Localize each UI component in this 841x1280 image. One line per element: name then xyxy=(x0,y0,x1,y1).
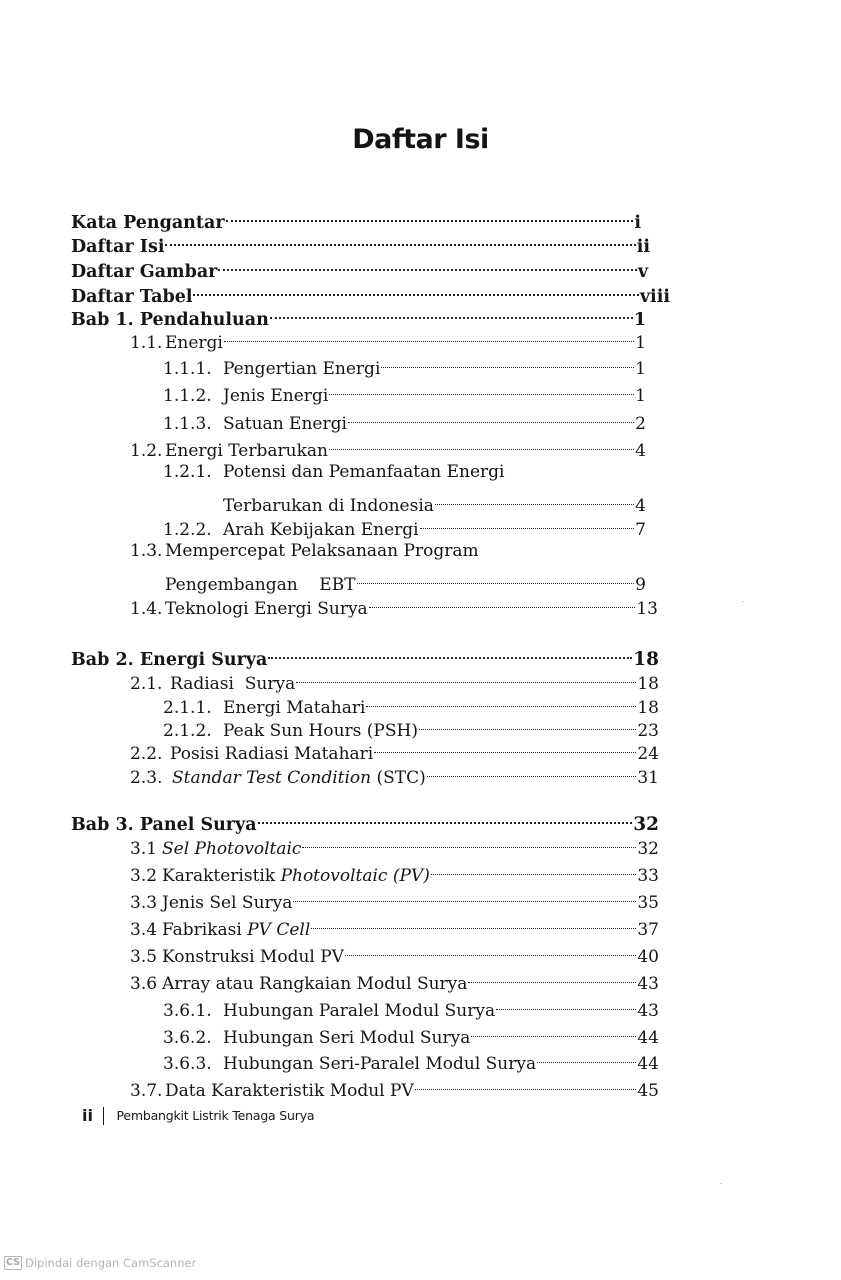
toc-entry-label-prefix: Karakteristik xyxy=(162,866,281,886)
toc-entry-label: Daftar Tabel xyxy=(71,287,193,307)
toc-chapter-bab-2[interactable] xyxy=(71,641,659,670)
toc-entry-label: Satuan Energi xyxy=(223,414,347,434)
toc-page-number: 2 xyxy=(635,414,646,434)
scan-speck xyxy=(742,601,744,602)
toc-entry-label-italic: Photovoltaic (PV) xyxy=(280,866,430,886)
dot-leader xyxy=(435,487,634,511)
toc-entry-3-1[interactable] xyxy=(130,830,659,859)
toc-entry-label: Energi Terbarukan xyxy=(165,441,328,461)
toc-page-number: 18 xyxy=(633,649,659,670)
dot-leader xyxy=(296,665,636,689)
toc-entry-1-2-2[interactable] xyxy=(163,511,646,540)
section-number: 3.1 xyxy=(130,839,158,859)
dot-leader xyxy=(293,884,636,908)
toc-entry-label: Hubungan Paralel Modul Surya xyxy=(223,1001,496,1021)
toc-entry-2-1-2[interactable] xyxy=(163,712,659,741)
dot-leader xyxy=(311,911,636,935)
dot-leader xyxy=(420,511,635,535)
toc-entry-1-1-2[interactable] xyxy=(163,377,646,406)
section-number: 1.2.2. xyxy=(163,520,212,540)
toc-entry-3-6-3[interactable] xyxy=(163,1045,659,1074)
toc-entry-daftar-gambar[interactable] xyxy=(71,253,648,282)
toc-page-number: i xyxy=(634,213,641,233)
section-number: 2.1.2. xyxy=(163,721,212,741)
toc-page-number: 43 xyxy=(637,1001,659,1021)
toc-entry-1-3-first-line[interactable] xyxy=(130,539,479,563)
section-number: 3.4 xyxy=(130,920,158,940)
toc-entry-label: Array atau Rangkaian Modul Surya xyxy=(162,974,468,994)
toc-page-number: 43 xyxy=(637,974,659,994)
dot-leader xyxy=(258,806,633,830)
toc-entry-2-1-1[interactable] xyxy=(163,689,659,718)
toc-page-number: 32 xyxy=(637,839,659,859)
toc-entry-label xyxy=(172,766,426,790)
section-number: 1.4. xyxy=(130,599,163,619)
section-number: 1.2.1. xyxy=(163,462,212,482)
toc-entry-label-italic: Standar Test Condition xyxy=(172,768,372,788)
section-number: 3.2 xyxy=(130,866,158,886)
toc-entry-label: Kata Pengantar xyxy=(71,213,225,233)
dot-leader xyxy=(165,228,635,252)
toc-entry-1-2-1-first-line[interactable] xyxy=(163,460,504,484)
toc-entry-1-1-3[interactable] xyxy=(163,405,646,434)
toc-entry-3-2[interactable] xyxy=(130,857,659,886)
section-number: 3.6.2. xyxy=(163,1028,212,1048)
dot-leader xyxy=(193,278,638,302)
toc-entry-1-2-1[interactable] xyxy=(223,487,646,516)
toc-page-number: 18 xyxy=(637,674,659,694)
section-number: 3.3 xyxy=(130,893,158,913)
dot-leader xyxy=(537,1045,636,1069)
toc-entry-1-3[interactable] xyxy=(165,566,646,595)
toc-entry-label: Jenis Sel Surya xyxy=(162,893,293,913)
dot-leader xyxy=(427,759,637,783)
watermark-text: Dipindai dengan CamScanner xyxy=(25,1256,197,1270)
toc-chapter-title: Bab 1. Pendahuluan xyxy=(71,310,269,330)
section-number: 1.1.2. xyxy=(163,386,212,406)
toc-chapter-title: Bab 2. Energi Surya xyxy=(71,650,268,670)
dot-leader xyxy=(302,830,636,854)
toc-page-number: 40 xyxy=(637,947,659,967)
toc-page-number: 9 xyxy=(635,575,646,595)
section-number: 2.3. xyxy=(130,768,163,788)
toc-page-number: 4 xyxy=(635,496,646,516)
dot-leader xyxy=(270,301,633,325)
dot-leader xyxy=(345,938,636,962)
toc-entry-2-2[interactable] xyxy=(130,735,659,764)
toc-entry-label: Mempercepat Pelaksanaan Program xyxy=(165,541,479,561)
section-number: 3.5 xyxy=(130,947,158,967)
toc-page-number: 4 xyxy=(635,441,646,461)
toc-entry-label: Data Karakteristik Modul PV xyxy=(165,1081,414,1101)
dot-leader xyxy=(419,712,636,736)
section-number: 1.1.1. xyxy=(163,359,212,379)
dot-leader xyxy=(329,432,634,456)
toc-entry-label: Hubungan Seri-Paralel Modul Surya xyxy=(223,1054,537,1074)
section-number: 1.1. xyxy=(130,333,163,353)
toc-page-number: 32 xyxy=(633,814,659,835)
dot-leader xyxy=(366,689,636,713)
toc-entry-3-3[interactable] xyxy=(130,884,659,913)
section-number: 3.6 xyxy=(130,974,158,994)
section-number: 3.6.3. xyxy=(163,1054,212,1074)
toc-entry-1-2[interactable] xyxy=(130,432,646,461)
toc-entry-label-continuation: Terbarukan di Indonesia xyxy=(223,496,434,516)
dot-leader xyxy=(329,377,634,401)
toc-page-number: 33 xyxy=(637,866,659,886)
toc-entry-3-7[interactable] xyxy=(130,1072,659,1101)
toc-entry-label: Konstruksi Modul PV xyxy=(162,947,344,967)
toc-entry-1-4[interactable] xyxy=(130,590,658,619)
section-number: 1.3. xyxy=(130,541,163,561)
toc-entry-label: Teknologi Energi Surya xyxy=(165,599,368,619)
toc-page-number: ii xyxy=(636,237,650,257)
footer-book-title: Pembangkit Listrik Tenaga Surya xyxy=(116,1108,315,1123)
dot-leader xyxy=(381,350,634,374)
page-title: Daftar Isi xyxy=(352,124,489,155)
toc-entry-label: Pengertian Energi xyxy=(223,359,381,379)
dot-leader xyxy=(431,857,637,881)
toc-entry-label: Radiasi Surya xyxy=(170,674,296,694)
toc-chapter-title: Bab 3. Panel Surya xyxy=(71,815,257,835)
toc-entry-daftar-tabel[interactable] xyxy=(71,278,670,307)
toc-page-number: 23 xyxy=(637,721,659,741)
dot-leader xyxy=(218,253,636,277)
toc-page-number: 1 xyxy=(633,310,646,330)
dot-leader xyxy=(471,1019,636,1043)
section-number: 2.1. xyxy=(130,674,163,694)
toc-entry-label-suffix: (STC) xyxy=(371,768,426,788)
toc-page-number: 24 xyxy=(637,744,659,764)
toc-entry-label: Energi xyxy=(165,333,223,353)
footer-divider xyxy=(103,1107,105,1125)
dot-leader xyxy=(357,566,635,590)
toc-entry-label: Arah Kebijakan Energi xyxy=(223,520,419,540)
toc-page-number: 18 xyxy=(637,698,659,718)
section-number: 2.1.1. xyxy=(163,698,212,718)
toc-page-number: viii xyxy=(639,287,670,307)
toc-entry-3-6[interactable] xyxy=(130,965,659,994)
toc-page-number: 1 xyxy=(635,359,646,379)
toc-entry-daftar-isi[interactable] xyxy=(71,228,650,257)
toc-entry-label: Hubungan Seri Modul Surya xyxy=(223,1028,471,1048)
toc-chapter-bab-1[interactable] xyxy=(71,301,646,330)
page-footer xyxy=(82,1106,314,1125)
dot-leader xyxy=(468,965,636,989)
toc-page-number: 35 xyxy=(637,893,659,913)
dot-leader xyxy=(224,324,634,348)
toc-page-number: 31 xyxy=(637,768,659,788)
section-number: 1.1.3. xyxy=(163,414,212,434)
toc-entry-2-3[interactable] xyxy=(130,759,659,788)
footer-page-number: ii xyxy=(82,1106,93,1125)
dot-leader xyxy=(348,405,634,429)
toc-entry-3-4[interactable] xyxy=(130,911,659,940)
toc-page-number: 1 xyxy=(635,386,646,406)
toc-entry-label-prefix: Fabrikasi xyxy=(162,920,248,940)
toc-page-number: 13 xyxy=(636,599,658,619)
toc-page-number: 1 xyxy=(635,333,646,353)
toc-entry-label: Energi Matahari xyxy=(223,698,366,718)
toc-entry-3-6-1[interactable] xyxy=(163,992,659,1021)
toc-entry-1-1[interactable] xyxy=(130,324,646,353)
toc-entry-label: Posisi Radiasi Matahari xyxy=(170,744,374,764)
toc-entry-label: Peak Sun Hours (PSH) xyxy=(223,721,418,741)
toc-page-number: 7 xyxy=(635,520,646,540)
toc-entry-1-1-1[interactable] xyxy=(163,350,646,379)
toc-entry-kata-pengantar[interactable] xyxy=(71,204,641,233)
toc-page-number: v xyxy=(637,262,648,282)
toc-page-number: 37 xyxy=(637,920,659,940)
toc-entry-2-1[interactable] xyxy=(130,665,659,694)
section-number: 2.2. xyxy=(130,744,163,764)
toc-entry-3-6-2[interactable] xyxy=(163,1019,659,1048)
toc-page-number: 44 xyxy=(637,1054,659,1074)
section-number: 3.6.1. xyxy=(163,1001,212,1021)
camscanner-logo-icon: CS xyxy=(6,1257,20,1268)
toc-page-number: 44 xyxy=(637,1028,659,1048)
toc-entry-label: Daftar Gambar xyxy=(71,262,218,282)
toc-entry-label: Daftar Isi xyxy=(71,237,165,257)
toc-chapter-bab-3[interactable] xyxy=(71,806,659,835)
dot-leader xyxy=(369,590,636,614)
toc-entry-label-continuation: Pengembangan EBT xyxy=(165,575,356,595)
dot-leader xyxy=(374,735,636,759)
dot-leader xyxy=(496,992,636,1016)
toc-entry-label: Potensi dan Pemanfaatan Energi xyxy=(223,462,505,482)
toc-entry-label-italic: Sel Photovoltaic xyxy=(162,839,302,859)
section-number: 3.7. xyxy=(130,1081,163,1101)
toc-page-number: 45 xyxy=(637,1081,659,1101)
scan-speck xyxy=(720,1183,722,1184)
toc-entry-3-5[interactable] xyxy=(130,938,659,967)
camscanner-watermark xyxy=(4,1256,196,1270)
dot-leader xyxy=(415,1072,637,1096)
dot-leader xyxy=(268,641,632,665)
toc-entry-label-italic: PV Cell xyxy=(247,920,311,940)
section-number: 1.2. xyxy=(130,441,163,461)
dot-leader xyxy=(226,204,634,228)
toc-entry-label: Jenis Energi xyxy=(223,386,329,406)
